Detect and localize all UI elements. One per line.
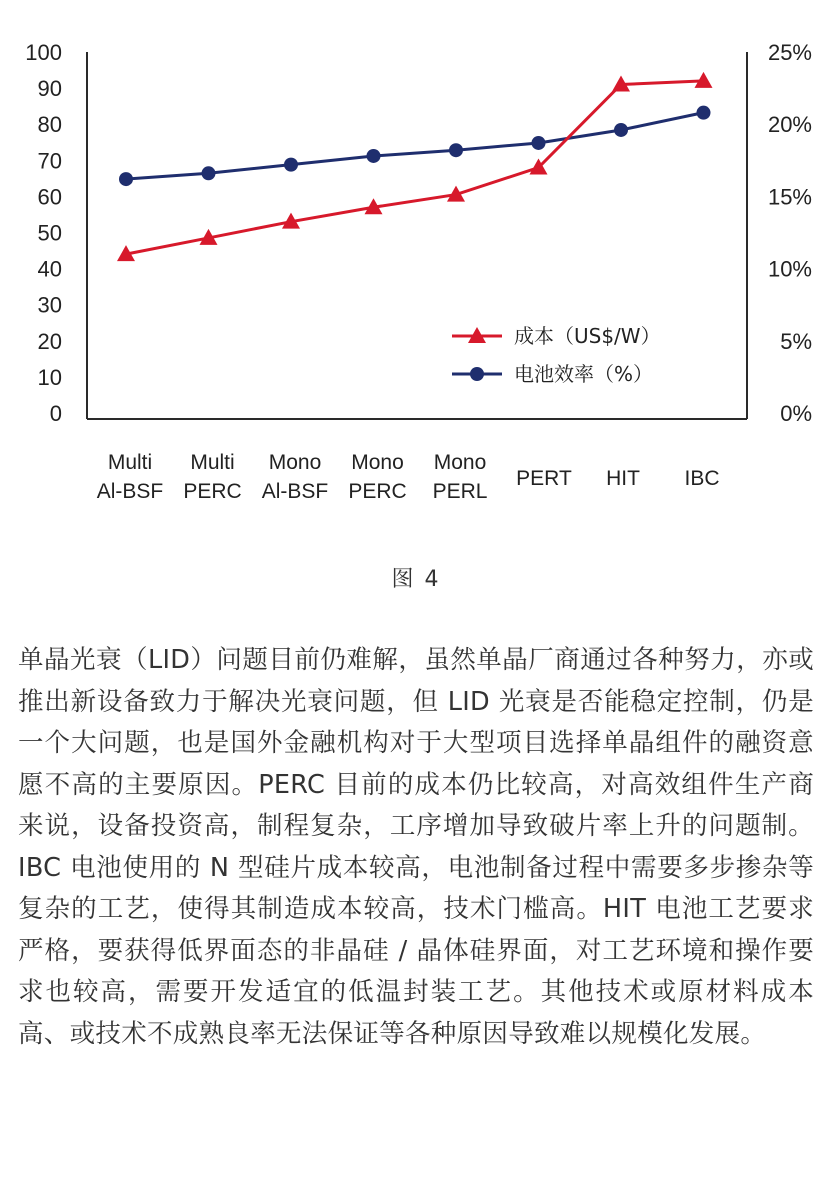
right-tick-label: 10% xyxy=(767,256,812,282)
right-tick-label: 5% xyxy=(780,328,812,354)
left-tick-label: 90 xyxy=(37,76,62,102)
body-paragraph: 单晶光衰（LID）问题目前仍难解，虽然单晶厂商通过各种努力，亦或推出新设备致力于解决光衰问题，但 LID 光衰是否能稳定控制，仍是一个大问题，也是国外金融机构对于大型项目选择单晶组件的融资意愿不高的主要原因。PERC 目前的成本仍比较高，对高效组件生产商来说，设备投资高，制程复杂，工序增加导致破片率上升的问题制。IBC 电池使用的 N 型硅片成本较高，电池制备过程中需要多步掺杂等复杂的工艺，使得其制造成本较高，技术门槛高。HIT 电池工艺要求严格，要获得低界面态的非晶硅 / 晶体硅界面，对工艺环境和操作要求也较高，需要开发适宜的低温封装工艺。其他技术或原材料成本高、或技术不成熟良率无法保证等各种原因导致难以规模化发展。 xyxy=(18,645,814,1049)
x-category-label: PERT xyxy=(516,467,572,490)
legend xyxy=(452,324,661,386)
legend-circle-marker xyxy=(470,367,484,381)
efficiency-point xyxy=(614,123,628,137)
efficiency-point xyxy=(284,158,298,172)
left-tick-label: 20 xyxy=(37,328,62,354)
left-tick-label: 0 xyxy=(49,401,62,426)
efficiency-point xyxy=(697,106,711,120)
x-category-label: HIT xyxy=(606,467,640,490)
x-category-label: Mono Al-BSF xyxy=(261,451,329,503)
left-tick-label: 40 xyxy=(37,256,62,282)
x-axis-labels xyxy=(97,451,720,503)
x-category-label: Mono PERL xyxy=(432,451,488,503)
left-tick-label: 70 xyxy=(37,148,62,174)
left-tick-label: 10 xyxy=(37,364,62,390)
right-tick-label: 25% xyxy=(767,40,812,65)
efficiency-point xyxy=(119,172,133,186)
left-tick-label: 80 xyxy=(37,112,62,138)
series-layer xyxy=(117,72,713,261)
left-tick-label: 60 xyxy=(37,184,62,210)
efficiency-point xyxy=(532,136,546,150)
left-tick-label: 30 xyxy=(37,292,62,318)
left-axis-ticks xyxy=(25,40,62,426)
efficiency-point xyxy=(449,143,463,157)
series-line-cost xyxy=(126,81,704,254)
right-tick-label: 0% xyxy=(780,401,812,426)
right-tick-label: 20% xyxy=(767,112,812,138)
left-tick-label: 100 xyxy=(25,40,62,65)
x-category-label: Multi PERC xyxy=(183,451,242,503)
figure-caption: 图 4 xyxy=(391,567,441,592)
x-category-label: IBC xyxy=(684,467,720,490)
right-axis-ticks xyxy=(768,40,812,426)
efficiency-point xyxy=(367,149,381,163)
legend-label: 电池效率（%） xyxy=(514,362,654,386)
x-category-label: Mono PERC xyxy=(348,451,407,503)
dual-axis-line-chart xyxy=(0,0,832,545)
right-tick-label: 15% xyxy=(767,184,812,210)
legend-label: 成本（US$/W） xyxy=(514,324,661,348)
left-tick-label: 50 xyxy=(37,220,62,246)
efficiency-point xyxy=(202,166,216,180)
x-category-label: Multi Al-BSF xyxy=(96,451,164,503)
